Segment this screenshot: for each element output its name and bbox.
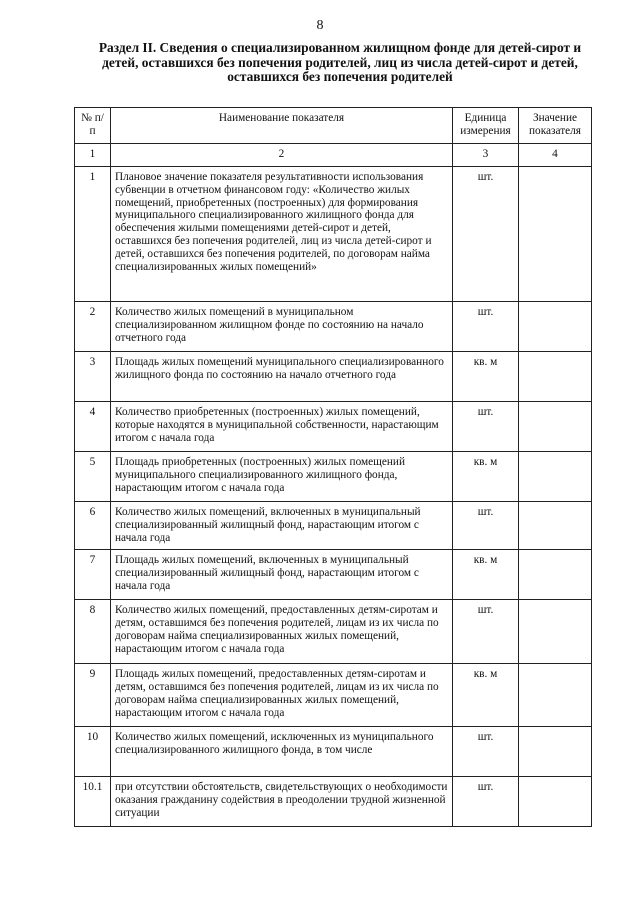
row-indicator-name: Площадь жилых помещений, предоставленных детям-сиротам и детям, оставшимся без попечения родителей, лицам из их числа по договорам найма специализированных жилых помещений, нарастающим итогом с начала года [111,664,453,727]
table-row [75,664,592,727]
table-row [75,727,592,777]
row-value [519,600,592,664]
table-row [75,501,592,550]
table-row [75,600,592,664]
row-value [519,777,592,827]
row-number: 5 [75,451,111,501]
column-number: 2 [111,143,453,166]
row-number: 3 [75,351,111,401]
row-value [519,550,592,600]
row-number: 4 [75,401,111,451]
column-number-row [75,143,592,166]
page-number: 8 [316,18,324,33]
table-row [75,301,592,351]
row-indicator-name: Количество жилых помещений, предоставленных детям-сиротам и детям, оставшимся без попечения родителей, лицам из их числа по договорам найма специализированных жилых помещений, нарастающим итогом с начала года [111,600,453,664]
row-indicator-name: при отсутствии обстоятельств, свидетельствующих о необходимости оказания гражданину содействия в преодолении трудной жизненной ситуации [111,777,453,827]
row-indicator-name: Количество жилых помещений, включенных в муниципальный специализированный жилищный фонд, нарастающим итогом с начала года [111,501,453,550]
row-unit: шт. [453,727,519,777]
table-row [75,777,592,827]
row-unit: шт. [453,501,519,550]
row-value [519,664,592,727]
section-title: Раздел II. Сведения о специализированном жилищном фонде для детей-сирот и детей, оставшихся без попечения родителей, лиц из числа детей-сирот и детей, оставшихся без попечения родителей [98,40,582,84]
row-indicator-name: Площадь жилых помещений муниципального специализированного жилищного фонда по состоянию на начало отчетного года [111,351,453,401]
row-number: 7 [75,550,111,600]
row-value [519,301,592,351]
row-indicator-name: Количество жилых помещений в муниципальном специализированном жилищном фонде по состоянию на начало отчетного года [111,301,453,351]
row-value [519,401,592,451]
row-value [519,501,592,550]
row-unit: кв. м [453,351,519,401]
row-number: 2 [75,301,111,351]
row-indicator-name: Плановое значение показателя результативности использования субвенции в отчетном финансовом году: «Количество жилых помещений, приобретенных (построенных) для формирования муниципального специализированного жилищного фонда для обеспечения жилыми помещениями детей-сирот и детей, оставшихся без попечения родителей, лиц из числа детей-сирот и детей, оставшихся без попечения родителей, по договорам найма специализированных жилых помещений» [111,166,453,301]
row-number: 10.1 [75,777,111,827]
table-row [75,451,592,501]
row-number: 1 [75,166,111,301]
row-value [519,451,592,501]
row-unit: шт. [453,166,519,301]
row-number: 8 [75,600,111,664]
row-indicator-name: Площадь жилых помещений, включенных в муниципальный специализированный жилищный фонд, нарастающим итогом с начала года [111,550,453,600]
row-indicator-name: Количество приобретенных (построенных) жилых помещений, которые находятся в муниципальной собственности, нарастающим итогом с начала года [111,401,453,451]
header-value: Значение показателя [519,108,592,144]
header-indicator-name: Наименование показателя [111,108,453,144]
row-number: 10 [75,727,111,777]
row-value [519,727,592,777]
row-unit: кв. м [453,664,519,727]
table-row [75,550,592,600]
row-indicator-name: Площадь приобретенных (построенных) жилых помещений муниципального специализированного жилищного фонда, нарастающим итогом с начала года [111,451,453,501]
table-row [75,166,592,301]
column-number: 4 [519,143,592,166]
row-indicator-name: Количество жилых помещений, исключенных из муниципального специализированного жилищного фонда, в том числе [111,727,453,777]
row-value [519,166,592,301]
row-value [519,351,592,401]
row-unit: кв. м [453,451,519,501]
table-row [75,401,592,451]
row-number: 9 [75,664,111,727]
table-header-row [75,108,592,144]
column-number: 3 [453,143,519,166]
row-unit: шт. [453,600,519,664]
header-number: № п/п [75,108,111,144]
row-number: 6 [75,501,111,550]
column-number: 1 [75,143,111,166]
row-unit: кв. м [453,550,519,600]
row-unit: шт. [453,777,519,827]
row-unit: шт. [453,401,519,451]
indicators-table [74,107,592,827]
table-row [75,351,592,401]
row-unit: шт. [453,301,519,351]
header-unit: Единица измерения [453,108,519,144]
